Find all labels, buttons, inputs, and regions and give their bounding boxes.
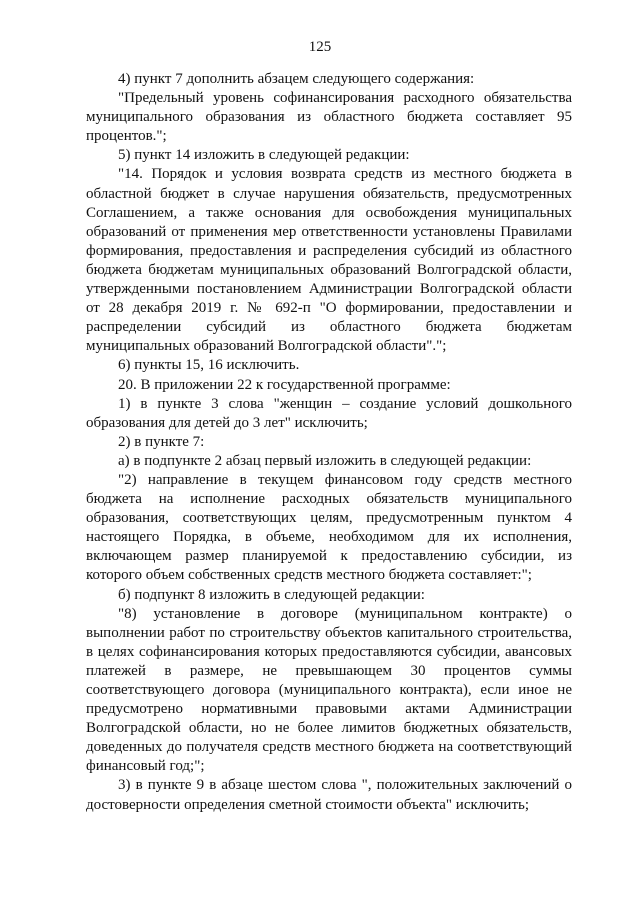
paragraph-subitem-a: а) в подпункте 2 абзац первый изложить в следующей редакции:: [118, 452, 532, 469]
paragraph-item-5-point-14: 5) пункт 14 изложить в следующей редакции:: [118, 147, 410, 164]
paragraph-subitem-3-point-9: 3) в пункте 9 в абзаце шестом слова ", положительных заключений о достоверности определения сметной стоимости объекта" исключить;: [86, 777, 572, 813]
paragraph-item-4-point-7: 4) пункт 7 дополнить абзацем следующего содержания:: [118, 71, 475, 87]
paragraph-subitem-b: б) подпункт 8 изложить в следующей редакции:: [118, 586, 425, 603]
paragraph-subpoint-8-text: "8) установление в договоре (муниципальном контракте) о выполнении работ по строительству объектов капитального строительства, в целях софинансирования которых предоставляются субсидии, авансовых платежей в размере, не превышающем 30 процентов суммы соответствующего договора (муниципального контракта), если иное не предусмотрено нормативными правовыми актами Администрации Волгоградской области, но не более лимитов бюджетных обязательств, доведенных до получателя средств местного бюджета на соответствующий финансовый год;";: [86, 605, 572, 775]
paragraph-cofinancing-limit: "Предельный уровень софинансирования расходного обязательства муниципального образования из областного бюджета составляет 95 процентов.";: [86, 90, 572, 145]
paragraph-subitem-2-point-7: 2) в пункте 7:: [118, 433, 205, 450]
paragraph-section-20: 20. В приложении 22 к государственной программе:: [118, 376, 451, 393]
paragraph-item-6: 6) пункты 15, 16 исключить.: [118, 357, 300, 374]
page-number: 125: [308, 39, 332, 55]
paragraph-point-14-text: "14. Порядок и условия возврата средств из местного бюджета в областной бюджет в случае нарушения обязательств, предусмотренных Соглашением, а также основания для освобождения муниципальных образований от применения мер ответственности установлены Правилами формирования, предоставления и распределения субсидий из областного бюджета бюджетам муниципальных образований Волгоградской области, утвержденными постановлением Администрации Волгоградской области от 28 декабря 2019 г. № 692-п "О формировании, предоставлении и распределении субсидий из областного бюджета бюджетам муниципальных образований Волгоградской области".";: [86, 166, 572, 355]
document-body: [86, 70, 572, 815]
paragraph-subpoint-2-text: "2) направление в текущем финансовом году средств местного бюджета на исполнение расходных обязательств муниципального образования, соответствующих целям, предусмотренным пунктом 4 настоящего Порядка, в объеме, необходимом для их исполнения, включающем размер планируемой к предоставлению субсидии, из которого объем собственных средств местного бюджета составляет:";: [86, 471, 572, 584]
paragraph-subitem-1-point-3: 1) в пункте 3 слова "женщин – создание условий дошкольного образования для детей до 3 лет" исключить;: [86, 395, 572, 431]
